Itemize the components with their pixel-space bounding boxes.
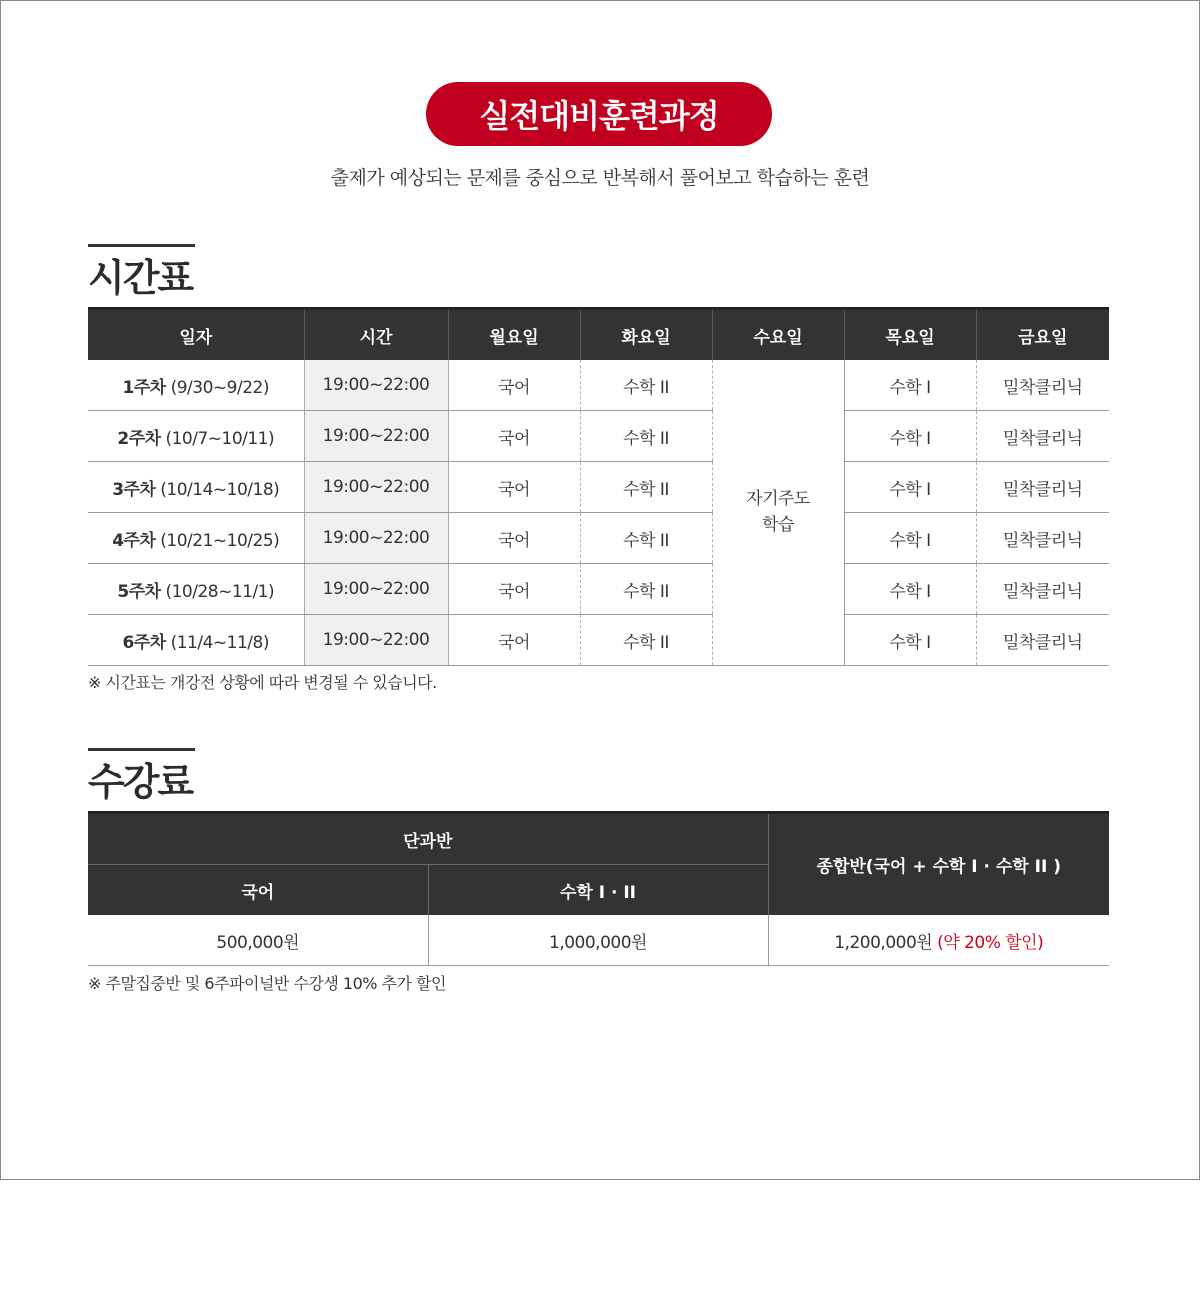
fees-table: [88, 811, 1109, 966]
math-fee: 1,000,000원: [428, 915, 768, 966]
mon-cell: 국어: [448, 462, 580, 513]
course-title: 실전대비훈련과정: [479, 97, 719, 135]
thu-cell: 수학 I: [844, 360, 976, 411]
schedule-note: ※ 시간표는 개강전 상황에 따라 변경될 수 있습니다.: [88, 673, 437, 692]
week-dates: (10/21~10/25): [160, 530, 280, 551]
tue-cell: 수학 II: [580, 564, 712, 615]
mon-cell: 국어: [448, 411, 580, 462]
fri-cell: 밀착클리닉: [976, 462, 1109, 513]
table-row: [88, 513, 1109, 564]
week-label: 4주차: [112, 530, 156, 551]
time-cell: 19:00~22:00: [304, 360, 448, 411]
fri-cell: 밀착클리닉: [976, 360, 1109, 411]
thu-cell: 수학 I: [844, 462, 976, 513]
week-cell: [88, 513, 304, 564]
week-cell: [88, 360, 304, 411]
wed-label: 자기주도 학습: [746, 489, 810, 535]
fri-cell: 밀착클리닉: [976, 411, 1109, 462]
mon-cell: 국어: [448, 615, 580, 666]
combined-class-header: 종합반(국어 + 수학 I · 수학 II ): [768, 813, 1109, 916]
thu-cell: 수학 I: [844, 513, 976, 564]
col-header-date: 일자: [88, 309, 304, 361]
mon-cell: 국어: [448, 513, 580, 564]
col-header-mon: 월요일: [448, 309, 580, 361]
week-dates: (10/14~10/18): [160, 479, 280, 500]
time-cell: 19:00~22:00: [304, 411, 448, 462]
fees-note: ※ 주말집중반 및 6주파이널반 수강생 10% 추가 할인: [88, 974, 446, 993]
time-cell: 19:00~22:00: [304, 462, 448, 513]
col-header-tue: 화요일: [580, 309, 712, 361]
combined-fee-cell: [768, 915, 1109, 966]
course-title-badge: [426, 82, 772, 146]
table-row: [88, 411, 1109, 462]
table-row: [88, 915, 1109, 966]
discount-label: (약 20% 할인): [937, 932, 1044, 953]
fri-cell: 밀착클리닉: [976, 513, 1109, 564]
week-label: 1주차: [122, 377, 166, 398]
tue-cell: 수학 II: [580, 411, 712, 462]
table-row: [88, 462, 1109, 513]
thu-cell: 수학 I: [844, 615, 976, 666]
combined-fee: 1,200,000원: [834, 932, 933, 953]
week-cell: [88, 615, 304, 666]
week-cell: [88, 411, 304, 462]
time-cell: 19:00~22:00: [304, 513, 448, 564]
tue-cell: 수학 II: [580, 513, 712, 564]
week-dates: (11/4~11/8): [170, 632, 269, 653]
tue-cell: 수학 II: [580, 360, 712, 411]
table-row: [88, 615, 1109, 666]
time-cell: 19:00~22:00: [304, 615, 448, 666]
week-dates: (9/30~9/22): [170, 377, 269, 398]
week-dates: (10/7~10/11): [165, 428, 275, 449]
col-header-fri: 금요일: [976, 309, 1109, 361]
mon-cell: 국어: [448, 564, 580, 615]
thu-cell: 수학 I: [844, 411, 976, 462]
fees-header-row: [88, 813, 1109, 865]
tue-cell: 수학 II: [580, 615, 712, 666]
col-header-time: 시간: [304, 309, 448, 361]
schedule-table: [88, 307, 1109, 666]
fees-title: 수강료: [88, 760, 193, 804]
thu-cell: 수학 I: [844, 564, 976, 615]
korean-fee: 500,000원: [88, 915, 428, 966]
schedule-header-row: [88, 309, 1109, 361]
col-header-wed: 수요일: [712, 309, 844, 361]
fees-title-rule: [88, 748, 195, 751]
col-header-thu: 목요일: [844, 309, 976, 361]
fri-cell: 밀착클리닉: [976, 615, 1109, 666]
table-row: [88, 564, 1109, 615]
tue-cell: 수학 II: [580, 462, 712, 513]
week-label: 5주차: [117, 581, 161, 602]
week-label: 6주차: [122, 632, 166, 653]
course-subtitle: 출제가 예상되는 문제를 중심으로 반복해서 풀어보고 학습하는 훈련: [330, 167, 870, 189]
fri-cell: 밀착클리닉: [976, 564, 1109, 615]
time-cell: 19:00~22:00: [304, 564, 448, 615]
week-label: 3주차: [112, 479, 156, 500]
week-cell: [88, 564, 304, 615]
week-cell: [88, 462, 304, 513]
week-dates: (10/28~11/1): [165, 581, 275, 602]
table-row: [88, 360, 1109, 411]
wed-cell: [712, 360, 844, 666]
mon-cell: 국어: [448, 360, 580, 411]
week-label: 2주차: [117, 428, 161, 449]
single-class-header: 단과반: [88, 813, 768, 865]
schedule-title: 시간표: [88, 256, 193, 300]
math-header: 수학 I · II: [428, 865, 768, 916]
schedule-title-rule: [88, 244, 195, 247]
korean-header: 국어: [88, 865, 428, 916]
